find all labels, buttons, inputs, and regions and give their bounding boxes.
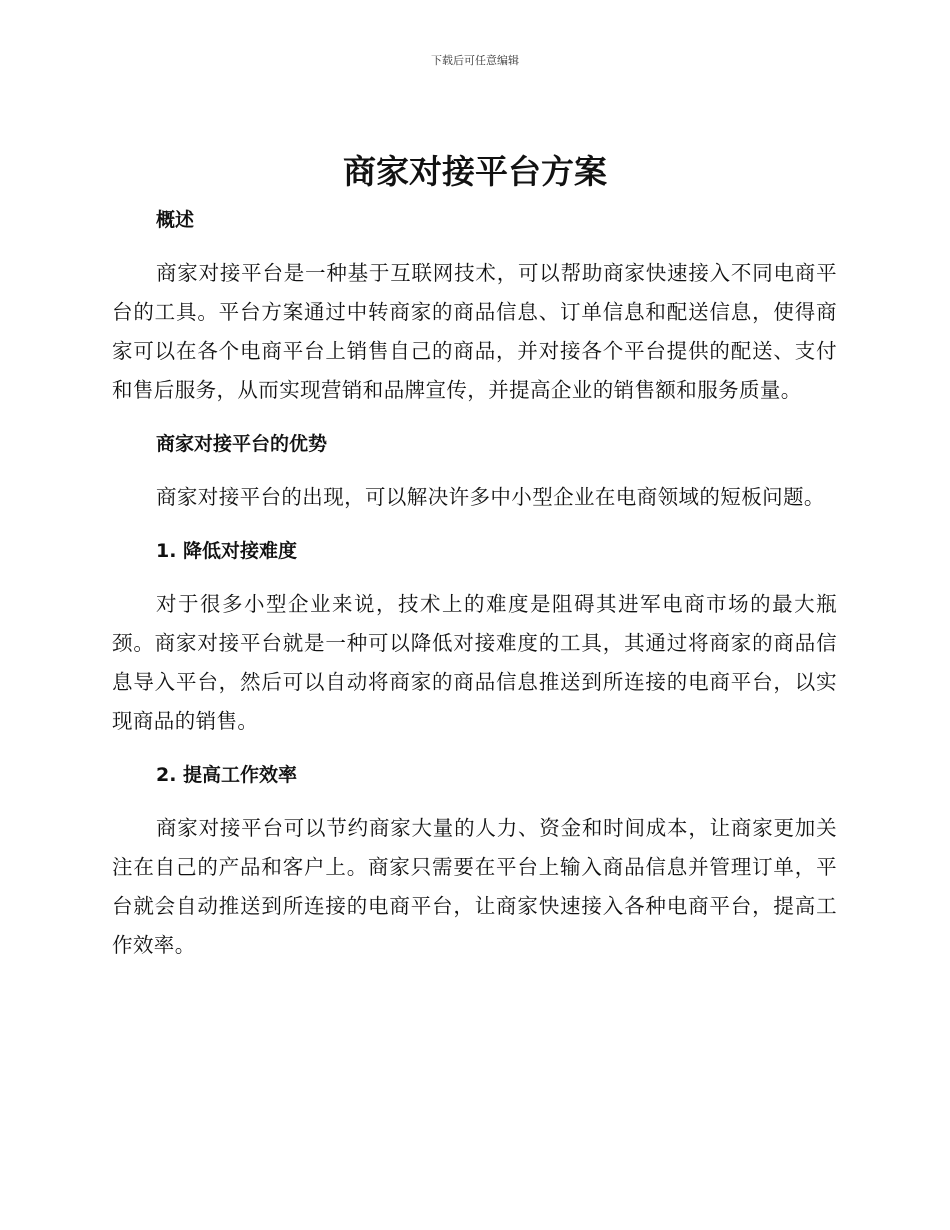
- document-title: 商家对接平台方案: [343, 152, 607, 191]
- section-heading-advantages: 商家对接平台的优势: [156, 433, 328, 455]
- section-paragraph-advantages: 商家对接平台的出现，可以解决许多中小型企业在电商领域的短板问题。: [156, 485, 825, 509]
- document-body: [112, 200, 837, 965]
- section-paragraph-overview: 商家对接平台是一种基于互联网技术，可以帮助商家快速接入不同电商平台的工具。平台方案通过中转商家的商品信息、订单信息和配送信息，使得商家可以在各个电商平台上销售自己的商品，并对接各个平台提供的配送、支付和售后服务，从而实现营销和品牌宣传，并提高企业的销售额和服务质量。: [112, 261, 837, 402]
- section-heading-efficiency: 2. 提高工作效率: [156, 764, 298, 786]
- page-header: 下载后可任意编辑: [431, 54, 519, 67]
- section-heading-reduce-difficulty: 1. 降低对接难度: [156, 540, 298, 562]
- section-paragraph-reduce-difficulty: 对于很多小型企业来说，技术上的难度是阻碍其进军电商市场的最大瓶颈。商家对接平台就是一种可以降低对接难度的工具，其通过将商家的商品信息导入平台，然后可以自动将商家的商品信息推送到所连接的电商平台，以实现商品的销售。: [112, 592, 837, 733]
- section-paragraph-efficiency: 商家对接平台可以节约商家大量的人力、资金和时间成本，让商家更加关注在自己的产品和客户上。商家只需要在平台上输入商品信息并管理订单，平台就会自动推送到所连接的电商平台，让商家快速接入各种电商平台，提高工作效率。: [112, 816, 837, 957]
- section-heading-overview: 概述: [156, 209, 195, 231]
